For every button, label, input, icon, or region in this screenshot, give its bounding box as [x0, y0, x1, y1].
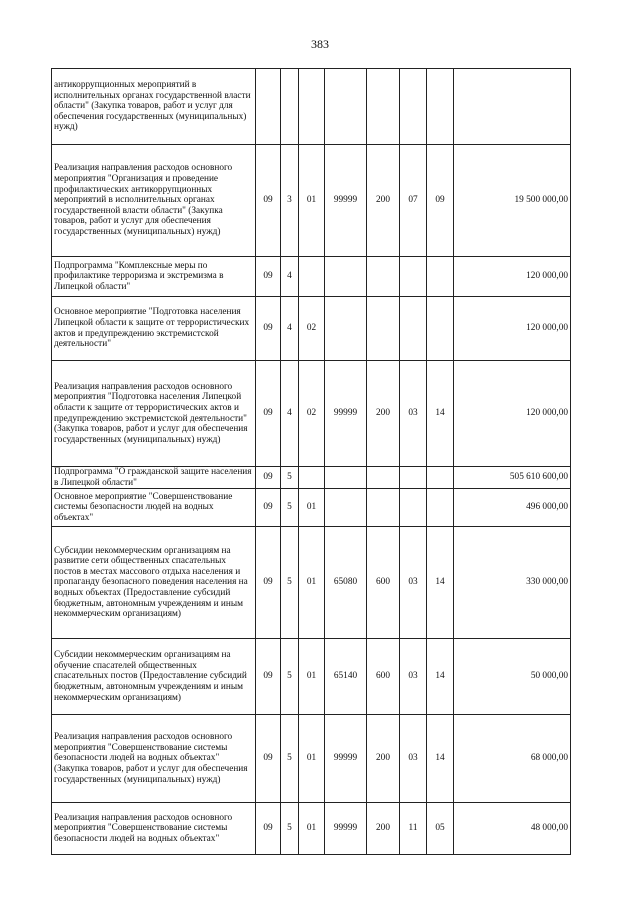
row-name-cell: Подпрограмма "Комплексные меры по профилактике терроризма и экстремизма в Липецкой области": [52, 257, 256, 297]
direction-code-cell: [325, 257, 367, 297]
expense-type-cell: [367, 297, 400, 361]
subprogram-code-cell: 3: [281, 145, 299, 257]
subprogram-code-cell: 5: [281, 803, 299, 855]
table-row: [52, 145, 571, 257]
table-row: [52, 715, 571, 803]
subprogram-code-cell: 5: [281, 489, 299, 527]
section-cell: 03: [400, 361, 427, 467]
section-cell: 11: [400, 803, 427, 855]
subsection-cell: [427, 489, 454, 527]
section-cell: [400, 489, 427, 527]
direction-code-cell: [325, 489, 367, 527]
program-code-cell: 09: [256, 489, 281, 527]
row-name-cell: антикоррупционных мероприятий в исполнительных органах государственной власти области" (Закупка товаров, работ и услуг для обеспечения государственных (муниципальных) нужд): [52, 69, 256, 145]
program-code-cell: 09: [256, 467, 281, 489]
row-name-cell: Реализация направления расходов основного мероприятия "Совершенствование системы безопасности людей на водных объектах" (Закупка товаров, работ и услуг для обеспечения государственных (муниципальных) нужд): [52, 715, 256, 803]
subprogram-code-cell: 4: [281, 257, 299, 297]
section-cell: 03: [400, 639, 427, 715]
expense-type-cell: [367, 489, 400, 527]
table-row: [52, 639, 571, 715]
table-row: [52, 257, 571, 297]
subprogram-code-cell: 5: [281, 527, 299, 639]
main-event-code-cell: 01: [299, 639, 325, 715]
subprogram-code-cell: 5: [281, 467, 299, 489]
program-code-cell: 09: [256, 297, 281, 361]
row-name-cell: Реализация направления расходов основного мероприятия "Совершенствование системы безопасности людей на водных объектах": [52, 803, 256, 855]
amount-cell: [454, 69, 571, 145]
direction-code-cell: [325, 297, 367, 361]
subprogram-code-cell: 4: [281, 297, 299, 361]
main-event-code-cell: [299, 257, 325, 297]
table-row: [52, 467, 571, 489]
row-name-cell: Реализация направления расходов основного мероприятия "Подготовка населения Липецкой области к защите от террористических актов и предупреждению экстремистской деятельности" (Закупка товаров, работ и услуг для обеспечения государственных (муниципальных) нужд): [52, 361, 256, 467]
expense-type-cell: 200: [367, 361, 400, 467]
amount-cell: 496 000,00: [454, 489, 571, 527]
subsection-cell: 09: [427, 145, 454, 257]
expense-type-cell: [367, 69, 400, 145]
main-event-code-cell: 01: [299, 715, 325, 803]
expense-type-cell: 200: [367, 145, 400, 257]
direction-code-cell: 65140: [325, 639, 367, 715]
subprogram-code-cell: 4: [281, 361, 299, 467]
budget-table: [51, 68, 571, 855]
amount-cell: 68 000,00: [454, 715, 571, 803]
row-name-cell: Основное мероприятие "Подготовка населения Липецкой области к защите от террористических актов и предупреждению экстремистской деятельности": [52, 297, 256, 361]
amount-cell: 50 000,00: [454, 639, 571, 715]
direction-code-cell: 99999: [325, 715, 367, 803]
row-name-cell: Субсидии некоммерческим организациям на обучение спасателей общественных спасательных постов (Предоставление субсидий бюджетным, автономным учреждениям и иным некоммерческим организациям): [52, 639, 256, 715]
table-body: [52, 69, 571, 855]
subprogram-code-cell: [281, 69, 299, 145]
amount-cell: 19 500 000,00: [454, 145, 571, 257]
subsection-cell: [427, 297, 454, 361]
subsection-cell: 14: [427, 639, 454, 715]
main-event-code-cell: 01: [299, 489, 325, 527]
main-event-code-cell: 02: [299, 297, 325, 361]
amount-cell: 120 000,00: [454, 297, 571, 361]
program-code-cell: 09: [256, 257, 281, 297]
main-event-code-cell: [299, 69, 325, 145]
section-cell: [400, 467, 427, 489]
page-number: 383: [311, 37, 329, 51]
amount-cell: 330 000,00: [454, 527, 571, 639]
main-event-code-cell: 01: [299, 145, 325, 257]
subsection-cell: [427, 467, 454, 489]
direction-code-cell: [325, 69, 367, 145]
main-event-code-cell: [299, 467, 325, 489]
section-cell: 03: [400, 715, 427, 803]
program-code-cell: 09: [256, 639, 281, 715]
table-row: [52, 69, 571, 145]
program-code-cell: [256, 69, 281, 145]
section-cell: 03: [400, 527, 427, 639]
subprogram-code-cell: 5: [281, 715, 299, 803]
subsection-cell: 14: [427, 527, 454, 639]
program-code-cell: 09: [256, 803, 281, 855]
amount-cell: 120 000,00: [454, 361, 571, 467]
table-row: [52, 361, 571, 467]
subsection-cell: [427, 257, 454, 297]
section-cell: [400, 257, 427, 297]
section-cell: [400, 297, 427, 361]
expense-type-cell: [367, 257, 400, 297]
expense-type-cell: [367, 467, 400, 489]
expense-type-cell: 200: [367, 803, 400, 855]
direction-code-cell: 65080: [325, 527, 367, 639]
row-name-cell: Подпрограмма "О гражданской защите населения в Липецкой области": [52, 467, 256, 489]
program-code-cell: 09: [256, 527, 281, 639]
direction-code-cell: [325, 467, 367, 489]
program-code-cell: 09: [256, 145, 281, 257]
section-cell: [400, 69, 427, 145]
table-row: [52, 527, 571, 639]
main-event-code-cell: 02: [299, 361, 325, 467]
subsection-cell: [427, 69, 454, 145]
direction-code-cell: 99999: [325, 361, 367, 467]
subsection-cell: 14: [427, 715, 454, 803]
expense-type-cell: 600: [367, 639, 400, 715]
program-code-cell: 09: [256, 361, 281, 467]
amount-cell: 120 000,00: [454, 257, 571, 297]
subsection-cell: 05: [427, 803, 454, 855]
expense-type-cell: 600: [367, 527, 400, 639]
table-row: [52, 489, 571, 527]
row-name-cell: Субсидии некоммерческим организациям на развитие сети общественных спасательных постов в местах массового отдыха населения и пропаганду безопасного поведения населения на водных объектах (Предоставление субсидий бюджетным, автономным учреждениям и иным некоммерческим организациям): [52, 527, 256, 639]
subprogram-code-cell: 5: [281, 639, 299, 715]
amount-cell: 505 610 600,00: [454, 467, 571, 489]
main-event-code-cell: 01: [299, 527, 325, 639]
program-code-cell: 09: [256, 715, 281, 803]
row-name-cell: Основное мероприятие "Совершенствование системы безопасности людей на водных объектах": [52, 489, 256, 527]
amount-cell: 48 000,00: [454, 803, 571, 855]
expense-type-cell: 200: [367, 715, 400, 803]
direction-code-cell: 99999: [325, 803, 367, 855]
table-row: [52, 803, 571, 855]
section-cell: 07: [400, 145, 427, 257]
subsection-cell: 14: [427, 361, 454, 467]
row-name-cell: Реализация направления расходов основного мероприятия "Организация и проведение профилактических антикоррупционных мероприятий в исполнительных органах государственной власти области" (Закупка товаров, работ и услуг для обеспечения государственных (муниципальных) нужд): [52, 145, 256, 257]
table-row: [52, 297, 571, 361]
main-event-code-cell: 01: [299, 803, 325, 855]
direction-code-cell: 99999: [325, 145, 367, 257]
